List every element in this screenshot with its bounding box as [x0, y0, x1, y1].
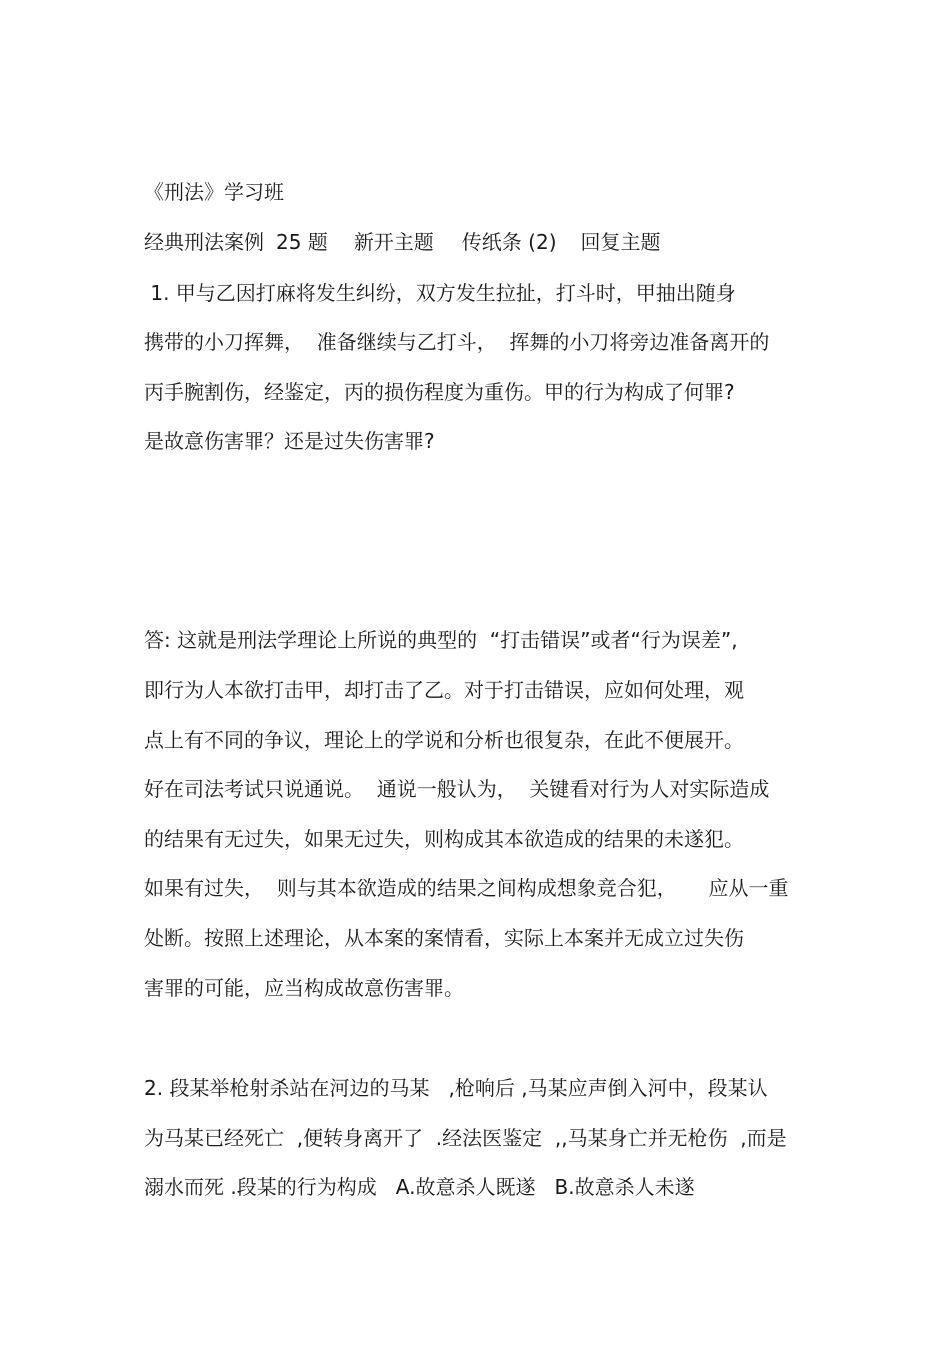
question-1-line-1: 1. 甲与乙因打麻将发生纠纷，双方发生拉扯，打斗时，甲抽出随身	[144, 281, 736, 305]
answer-line-5: 的结果有无过失，如果无过失，则构成其本欲造成的结果的未遂犯。	[144, 827, 744, 851]
message-link[interactable]: 传纸条 (2)	[461, 230, 557, 254]
forum-name[interactable]: 经典刑法案例	[144, 230, 264, 254]
answer-line-7: 处断。按照上述理论，从本案的案情看，实际上本案并无成立过失伤	[144, 926, 744, 950]
document-title: 《刑法》学习班	[144, 180, 284, 204]
question-1-line-2: 携带的小刀挥舞， 准备继续与乙打斗， 挥舞的小刀将旁边准备离开的	[144, 330, 770, 354]
question-1-line-4: 是故意伤害罪？还是过失伤害罪?	[144, 429, 435, 453]
question-2-line-1: 2. 段某举枪射杀站在河边的马某 ,枪响后 ,马某应声倒入河中，段某认	[144, 1076, 768, 1100]
answer-line-2: 即行为人本欲打击甲，却打击了乙。对于打击错误，应如何处理，观	[144, 678, 744, 702]
question-1-line-3: 丙手腕割伤，经鉴定，丙的损伤程度为重伤。甲的行为构成了何罪?	[144, 380, 735, 404]
forum-nav-bar	[144, 229, 661, 255]
answer-line-3: 点上有不同的争议，理论上的学说和分析也很复杂，在此不便展开。	[144, 728, 744, 752]
new-topic-link[interactable]: 新开主题	[353, 230, 434, 254]
answer-line-4: 好在司法考试只说通说。 通说一般认为， 关键看对行为人对实际造成	[144, 777, 770, 801]
answer-line-6: 如果有过失， 则与其本欲造成的结果之间构成想象竞合犯， 应从一重	[144, 876, 789, 900]
answer-line-8: 害罪的可能，应当构成故意伤害罪。	[144, 976, 464, 1000]
topic-count: 25 题	[276, 230, 328, 254]
question-2-line-3: 溺水而死 .段某的行为构成 A.故意杀人既遂 B.故意杀人未遂	[144, 1175, 695, 1199]
question-2-line-2: 为马某已经死亡 ,便转身离开了 .经法医鉴定 ,,马某身亡并无枪伤 ,而是	[144, 1126, 787, 1150]
answer-line-1: 答: 这就是刑法学理论上所说的典型的 “打击错误”或者“行为误差”,	[144, 628, 738, 652]
reply-topic-link[interactable]: 回复主题	[580, 230, 661, 254]
